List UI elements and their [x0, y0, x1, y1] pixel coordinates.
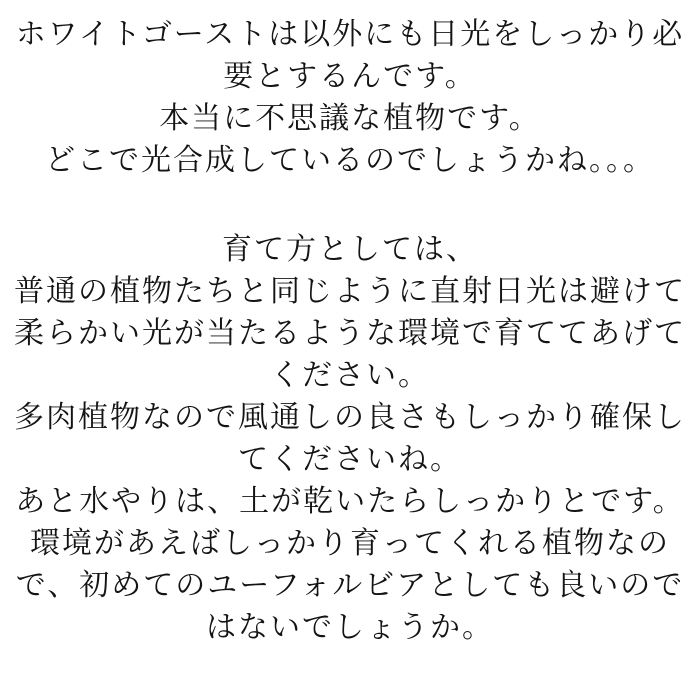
text-line: 育て方としては、 [222, 233, 478, 266]
text-line: 環境があえばしっかり育ってくれる植物なの [30, 527, 670, 560]
text-line: で、初めてのユーフォルビアとしても良いので [15, 569, 685, 602]
text-line: 本当に不思議な植物です。 [159, 102, 541, 135]
text-line: あと水やりは、土が乾いたらしっかりとです。 [15, 485, 685, 518]
text-line: 普通の植物たちと同じように直射日光は避けて [14, 275, 686, 308]
text-line: ホワイトゴーストは以外にも日光をしっかり必 [15, 18, 685, 51]
intro-paragraph [0, 14, 700, 182]
text-line: ください。 [270, 359, 430, 392]
care-instructions-paragraph [0, 229, 700, 649]
text-line: 要とするんです。 [223, 60, 477, 93]
text-line: はないでしょうか。 [206, 611, 494, 644]
text-line: 柔らかい光が当たるような環境で育ててあげて [14, 317, 686, 350]
text-line: 多肉植物なので風通しの良さもしっかり確保し [14, 401, 686, 434]
text-line: てくださいね。 [238, 443, 462, 476]
text-line: どこで光合成しているのでしょうかね。。。 [45, 144, 655, 177]
